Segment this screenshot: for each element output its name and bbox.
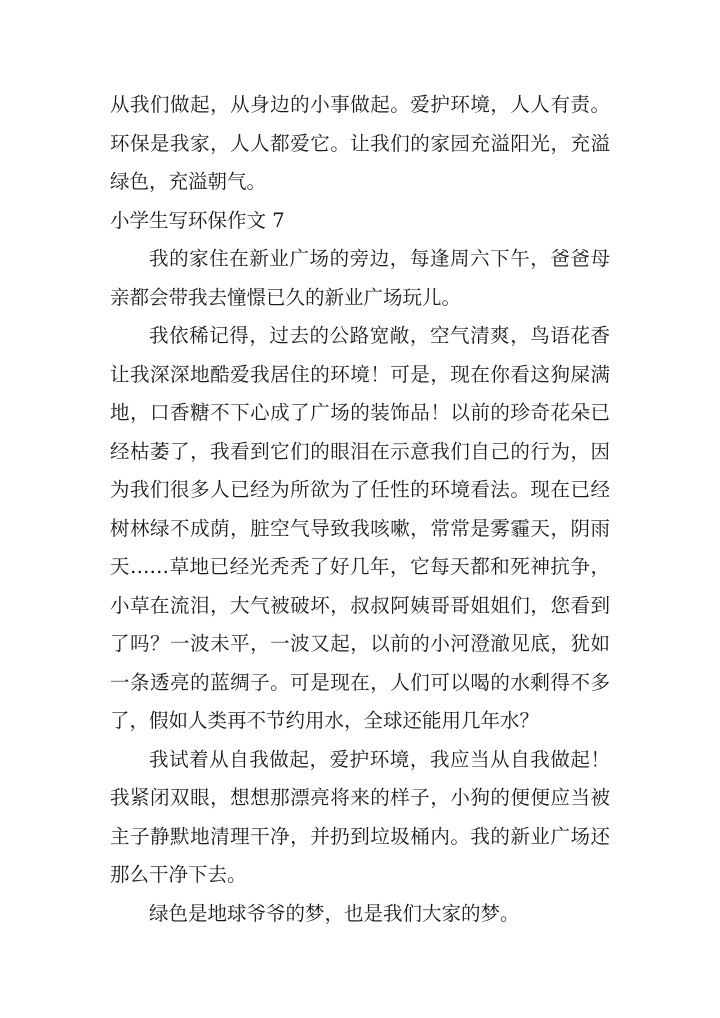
paragraph-1: 我的家住在新业广场的旁边，每逢周六下午，爸爸母亲都会带我去憧憬已久的新业广场玩儿。 xyxy=(110,247,610,309)
paragraph-4: 绿色是地球爷爷的梦，也是我们大家的梦。 xyxy=(149,901,520,925)
document-page xyxy=(110,86,610,933)
paragraph-2: 我依稀记得，过去的公路宽敞，空气清爽，鸟语花香让我深深地酷爱我居住的环境！可是，现在你看这狗屎满地，口香糖不下心成了广场的装饰品！以前的珍奇花朵已经枯萎了，我看到它们的眼泪在示意我们自己的行为，因为我们很多人已经为所欲为了任性的环境看法。现在已经树林绿不成荫，脏空气导致我咳嗽，常常是雾霾天，阴雨天……草地已经光秃秃了好几年，它每天都和死神抗争，小草在流泪，大气被破坏，叔叔阿姨哥哥姐姐们，您看到了吗？一波未平，一波又起，以前的小河澄澈见底，犹如一条透亮的蓝绸子。可是现在，人们可以喝的水剩得不多了，假如人类再不节约用水，全球还能用几年水？ xyxy=(110,324,610,732)
paragraph-3: 我试着从自我做起，爱护环境，我应当从自我做起！我紧闭双眼，想想那漂亮将来的样子，小狗的便便应当被主子静默地清理干净，并扔到垃圾桶内。我的新业广场还那么干净下去。 xyxy=(110,747,610,886)
lead-paragraph: 从我们做起，从身边的小事做起。爱护环境，人人有责。环保是我家，人人都爱它。让我们的家园充溢阳光，充溢绿色，充溢朝气。 xyxy=(110,93,610,193)
section-title: 小学生写环保作文 7 xyxy=(110,208,285,232)
